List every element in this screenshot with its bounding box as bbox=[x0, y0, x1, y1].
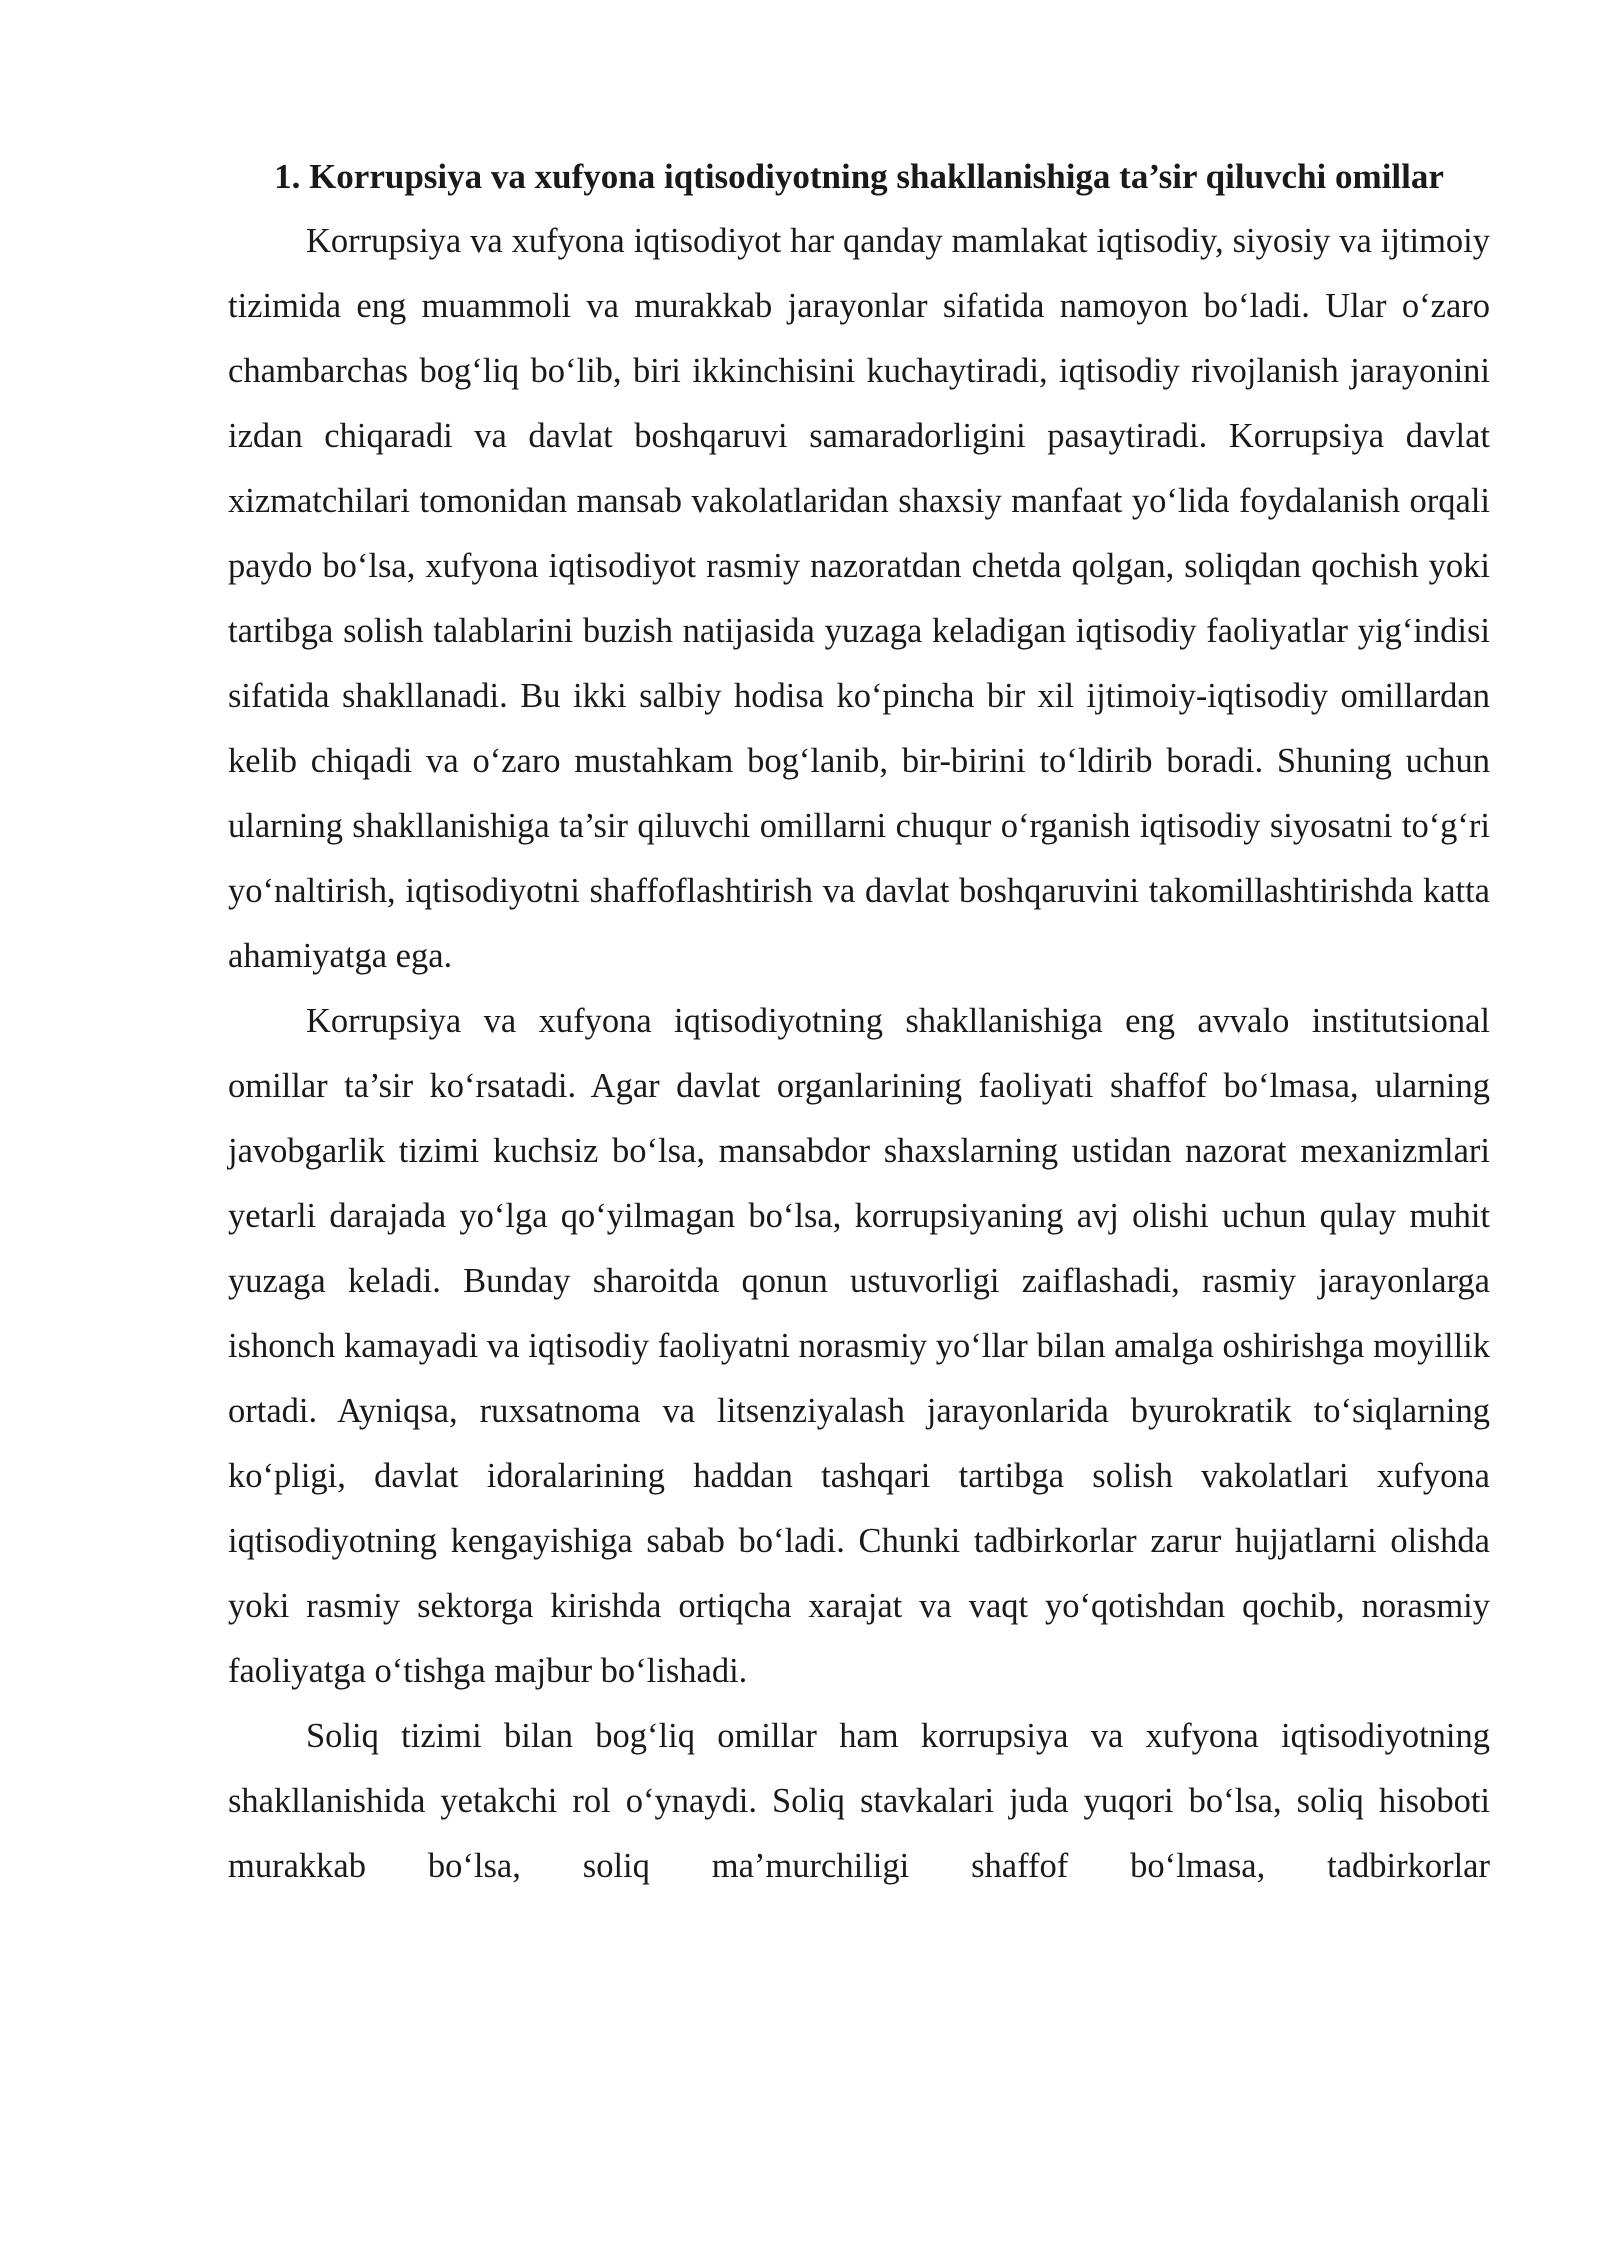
paragraph-1: Korrupsiya va xufyona iqtisodiyot har qanday mamlakat iqtisodiy, siyosiy va ijtimoiy tizimida eng muammoli va murakkab jarayonlar sifatida namoyon bo‘ladi. Ular o‘zaro chambarchas bog‘liq bo‘lib, biri ikkinchisini kuchaytiradi, iqtisodiy rivojlanish jarayonini izdan chiqaradi va davlat boshqaruvi samaradorligini pasaytiradi. Korrupsiya davlat xizmatchilari tomonidan mansab vakolatlaridan shaxsiy manfaat yo‘lida foydalanish orqali paydo bo‘lsa, xufyona iqtisodiyot rasmiy nazoratdan chetda qolgan, soliqdan qochish yoki tartibga solish talablarini buzish natijasida yuzaga keladigan iqtisodiy faoliyatlar yig‘indisi sifatida shakllanadi. Bu ikki salbiy hodisa ko‘pincha bir xil ijtimoiy-iqtisodiy omillardan kelib chiqadi va o‘zaro mustahkam bog‘lanib, bir-birini to‘ldirib boradi. Shuning uchun ularning shakllanishiga ta’sir qiluvchi omillarni chuqur o‘rganish iqtisodiy siyosatni to‘g‘ri yo‘naltirish, iqtisodiyotni shaffoflashtirish va davlat boshqaruvini takomillashtirishda katta ahamiyatga ega. bbox=[228, 222, 1490, 975]
paragraph-2: Korrupsiya va xufyona iqtisodiyotning shakllanishiga eng avvalo institutsional omillar ta’sir ko‘rsatadi. Agar davlat organlarining faoliyati shaffof bo‘lmasa, ularning javobgarlik tizimi kuchsiz bo‘lsa, mansabdor shaxslarning ustidan nazorat mexanizmlari yetarli darajada yo‘lga qo‘yilmagan bo‘lsa, korrupsiyaning avj olishi uchun qulay muhit yuzaga keladi. Bunday sharoitda qonun ustuvorligi zaiflashadi, rasmiy jarayonlarga ishonch kamayadi va iqtisodiy faoliyatni norasmiy yo‘llar bilan amalga oshirishga moyillik ortadi. Ayniqsa, ruxsatnoma va litsenziyalash jarayonlarida byurokratik to‘siqlarning ko‘pligi, davlat idoralarining haddan tashqari tartibga solish vakolatlari xufyona iqtisodiyotning kengayishiga sabab bo‘ladi. Chunki tadbirkorlar zarur hujjatlarni olishda yoki rasmiy sektorga kirishda ortiqcha xarajat va vaqt yo‘qotishdan qochib, norasmiy faoliyatga o‘tishga majbur bo‘lishadi. bbox=[228, 1002, 1490, 1690]
paragraph-3: Soliq tizimi bilan bog‘liq omillar ham korrupsiya va xufyona iqtisodiyotning shakllanishida yetakchi rol o‘ynaydi. Soliq stavkalari juda yuqori bo‘lsa, soliq hisoboti murakkab bo‘lsa, soliq ma’murchiligi shaffof bo‘lmasa, tadbirkorlar bbox=[228, 1717, 1490, 1885]
document-body bbox=[228, 145, 1490, 1899]
section-title: 1. Korrupsiya va xufyona iqtisodiyotning shakllanishiga ta’sir qiluvchi omillar bbox=[274, 157, 1444, 196]
